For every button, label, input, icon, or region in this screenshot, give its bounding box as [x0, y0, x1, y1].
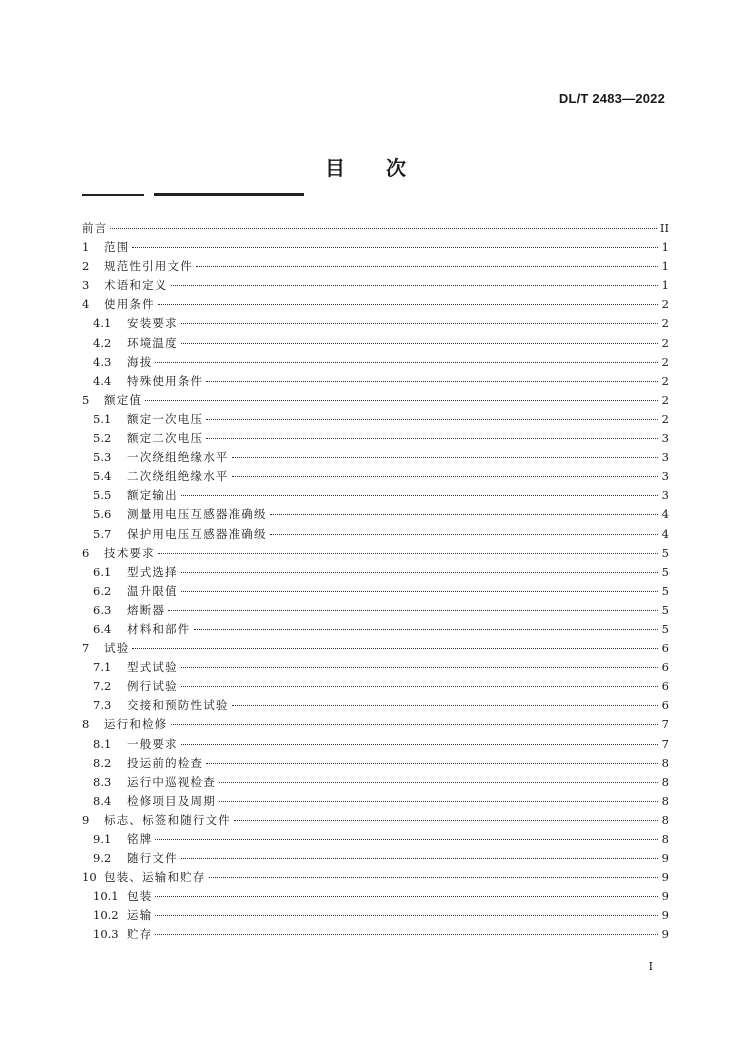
toc-page-number: 8 — [661, 812, 669, 827]
toc-dot-leader — [219, 801, 658, 802]
toc-entry-title: 额定一次电压 — [127, 411, 204, 426]
toc-page-number: 3 — [661, 469, 669, 484]
toc-entry-number: 6.2 — [93, 583, 112, 598]
toc-dot-leader — [234, 820, 658, 821]
toc-dot-leader — [181, 323, 658, 324]
standard-code: DL/T 2483—2022 — [558, 91, 665, 106]
toc-dot-leader — [158, 304, 658, 305]
toc-entry[interactable] — [82, 506, 669, 525]
toc-page-number: 2 — [661, 354, 669, 369]
toc-entry-number: 6.4 — [93, 621, 112, 636]
title-divider-short — [82, 194, 144, 196]
toc-page-number: 2 — [661, 373, 669, 388]
toc-entry-title: 运行中巡视检查 — [127, 774, 216, 789]
toc-dot-leader — [219, 782, 658, 783]
toc-entry[interactable] — [82, 831, 669, 850]
toc-dot-leader — [270, 514, 658, 515]
toc-entry-title: 术语和定义 — [104, 278, 168, 293]
toc-entry[interactable] — [82, 869, 669, 888]
toc-entry-title: 前言 — [82, 221, 108, 235]
toc-page-number: 2 — [661, 392, 669, 407]
toc-dot-leader — [206, 763, 658, 764]
toc-entry-number: 4.4 — [93, 373, 112, 388]
toc-entry[interactable] — [82, 296, 669, 315]
toc-page-number: 6 — [661, 660, 669, 675]
toc-entry[interactable] — [82, 335, 669, 354]
toc-entry-number: 8.3 — [93, 774, 112, 789]
toc-entry-title: 海拔 — [127, 354, 153, 369]
toc-entry[interactable] — [82, 449, 669, 468]
toc-entry[interactable] — [82, 697, 669, 716]
toc-entry-title: 型式选择 — [127, 564, 178, 579]
toc-entry-number: 1 — [82, 240, 90, 255]
toc-page-number: 5 — [661, 583, 669, 598]
toc-dot-leader — [196, 266, 658, 267]
toc-page-number: 2 — [661, 411, 669, 426]
toc-entry-title: 标志、标签和随行文件 — [104, 812, 231, 827]
toc-page-number: 3 — [661, 488, 669, 503]
toc-page-number: 5 — [661, 545, 669, 560]
toc-entry-title: 测量用电压互感器准确级 — [127, 507, 267, 522]
toc-entry-title: 一次绕组绝缘水平 — [127, 450, 229, 465]
toc-dot-leader — [181, 572, 658, 573]
toc-entry-title: 温升限值 — [127, 583, 178, 598]
toc-entry-title: 技术要求 — [104, 545, 155, 560]
toc-entry[interactable] — [82, 621, 669, 640]
toc-entry[interactable] — [82, 277, 669, 296]
toc-dot-leader — [194, 629, 659, 630]
toc-entry-title: 安装要求 — [127, 316, 178, 331]
toc-entry-title: 投运前的检查 — [127, 755, 204, 770]
table-of-contents — [82, 220, 669, 946]
toc-entry[interactable] — [82, 774, 669, 793]
toc-entry[interactable] — [82, 926, 669, 945]
toc-entry[interactable] — [82, 659, 669, 678]
toc-entry-title: 额定输出 — [127, 488, 178, 503]
toc-dot-leader — [181, 858, 658, 859]
toc-entry-title: 检修项目及周期 — [127, 793, 216, 808]
toc-entry-number: 5.2 — [93, 431, 112, 446]
toc-page-number: 2 — [661, 335, 669, 350]
toc-entry-number: 7.3 — [93, 698, 112, 713]
toc-entry-number: 7.2 — [93, 679, 112, 694]
toc-dot-leader — [181, 591, 658, 592]
toc-entry-title: 材料和部件 — [127, 621, 191, 636]
toc-dot-leader — [209, 877, 658, 878]
toc-entry[interactable] — [82, 888, 669, 907]
toc-page-number: 4 — [661, 507, 669, 522]
toc-page-number: 2 — [661, 297, 669, 312]
toc-entry-number: 10 — [82, 870, 97, 885]
toc-entry[interactable] — [82, 678, 669, 697]
toc-entry[interactable] — [82, 392, 669, 411]
toc-entry[interactable] — [82, 907, 669, 926]
toc-dot-leader — [155, 934, 658, 935]
toc-entry-number: 6.1 — [93, 564, 112, 579]
page-title: 目 次 — [325, 156, 408, 180]
toc-entry-number: 8.1 — [93, 736, 112, 751]
toc-dot-leader — [171, 285, 659, 286]
toc-dot-leader — [181, 667, 658, 668]
toc-entry[interactable] — [82, 430, 669, 449]
toc-entry-number: 9.2 — [93, 851, 112, 866]
toc-entry-number: 4.1 — [93, 316, 112, 331]
toc-dot-leader — [232, 705, 658, 706]
toc-entry-title: 使用条件 — [104, 297, 155, 312]
toc-dot-leader — [110, 228, 657, 229]
toc-entry-title: 一般要求 — [127, 736, 178, 751]
toc-entry-number: 3 — [82, 278, 90, 293]
toc-entry-title: 例行试验 — [127, 679, 178, 694]
toc-dot-leader — [270, 534, 658, 535]
toc-entry-title: 保护用电压互感器准确级 — [127, 526, 267, 541]
toc-entry-number: 5.5 — [93, 488, 112, 503]
toc-entry-title: 包装、运输和贮存 — [104, 870, 206, 885]
toc-entry-number: 10.1 — [93, 889, 119, 904]
toc-page-number: 6 — [661, 679, 669, 694]
toc-page-number: 2 — [661, 316, 669, 331]
toc-dot-leader — [181, 686, 658, 687]
toc-page-number: 9 — [661, 870, 669, 885]
toc-page-number: 8 — [661, 793, 669, 808]
toc-entry[interactable] — [82, 564, 669, 583]
toc-dot-leader — [206, 419, 658, 420]
toc-page-number: 9 — [661, 908, 669, 923]
toc-entry-title: 包装 — [127, 889, 153, 904]
toc-entry-title: 二次绕组绝缘水平 — [127, 469, 229, 484]
toc-dot-leader — [155, 896, 658, 897]
toc-entry-title: 熔断器 — [127, 602, 166, 617]
toc-entry[interactable] — [82, 716, 669, 735]
toc-dot-leader — [155, 362, 658, 363]
toc-page-number: 5 — [661, 621, 669, 636]
toc-entry-number: 8.4 — [93, 793, 112, 808]
toc-entry[interactable] — [82, 373, 669, 392]
toc-entry-title: 运输 — [127, 908, 153, 923]
toc-entry-title: 特殊使用条件 — [127, 373, 204, 388]
toc-entry-number: 4.2 — [93, 335, 112, 350]
toc-entry-number: 10.2 — [93, 908, 119, 923]
toc-dot-leader — [132, 648, 658, 649]
toc-entry[interactable] — [82, 239, 669, 258]
toc-entry-title: 运行和检修 — [104, 717, 168, 732]
toc-page-number: 7 — [661, 717, 669, 732]
toc-entry-number: 5 — [82, 392, 90, 407]
toc-entry-number: 10.3 — [93, 927, 119, 942]
toc-entry[interactable] — [82, 602, 669, 621]
toc-page-number: 1 — [661, 259, 669, 274]
toc-page-number: 6 — [661, 641, 669, 656]
toc-dot-leader — [232, 476, 658, 477]
toc-page-number: 3 — [661, 431, 669, 446]
toc-entry[interactable] — [82, 354, 669, 373]
toc-dot-leader — [145, 400, 658, 401]
toc-dot-leader — [168, 610, 658, 611]
toc-entry[interactable] — [82, 736, 669, 755]
toc-entry[interactable] — [82, 793, 669, 812]
toc-entry-number: 8 — [82, 717, 90, 732]
toc-entry-title: 交接和预防性试验 — [127, 698, 229, 713]
toc-entry-number: 4.3 — [93, 354, 112, 369]
toc-entry-number: 7 — [82, 641, 90, 656]
toc-page-number: 7 — [661, 736, 669, 751]
toc-entry[interactable] — [82, 487, 669, 506]
toc-page-number: 4 — [661, 526, 669, 541]
toc-entry-number: 5.7 — [93, 526, 112, 541]
toc-page-number: 8 — [661, 832, 669, 846]
toc-entry-title: 铭牌 — [127, 832, 153, 846]
toc-entry-number: 6.3 — [93, 602, 112, 617]
toc-dot-leader — [132, 247, 658, 248]
toc-entry-title: 额定二次电压 — [127, 431, 204, 446]
toc-dot-leader — [155, 915, 658, 916]
toc-entry-title: 贮存 — [127, 927, 153, 942]
toc-dot-leader — [206, 381, 658, 382]
toc-dot-leader — [181, 495, 658, 496]
toc-entry-number: 4 — [82, 297, 90, 312]
toc-entry[interactable] — [82, 755, 669, 774]
toc-entry-title: 范围 — [104, 240, 130, 255]
toc-entry-number: 5.3 — [93, 450, 112, 465]
toc-entry[interactable] — [82, 220, 669, 239]
toc-entry-title: 随行文件 — [127, 851, 178, 866]
toc-page-number: 1 — [661, 240, 669, 255]
toc-dot-leader — [171, 724, 659, 725]
toc-page-number: 5 — [661, 564, 669, 579]
toc-entry-title: 规范性引用文件 — [104, 259, 193, 274]
toc-entry-number: 2 — [82, 259, 90, 274]
toc-dot-leader — [158, 553, 658, 554]
toc-entry-number: 5.1 — [93, 411, 112, 426]
toc-entry[interactable] — [82, 850, 669, 869]
page-number: I — [648, 960, 653, 973]
toc-entry[interactable] — [82, 258, 669, 277]
toc-entry[interactable] — [82, 526, 669, 545]
toc-entry-title: 型式试验 — [127, 660, 178, 675]
toc-entry[interactable] — [82, 468, 669, 487]
toc-page-number: 8 — [661, 774, 669, 789]
toc-dot-leader — [232, 457, 658, 458]
toc-page-number: 9 — [661, 851, 669, 866]
toc-page-number: 5 — [661, 602, 669, 617]
toc-entry-number: 9.1 — [93, 832, 112, 846]
toc-entry[interactable] — [82, 545, 669, 564]
toc-entry[interactable] — [82, 640, 669, 659]
toc-page-number: 1 — [661, 278, 669, 293]
toc-entry[interactable] — [82, 812, 669, 831]
title-divider-long — [154, 193, 304, 196]
toc-entry[interactable] — [82, 315, 669, 334]
toc-entry-number: 7.1 — [93, 660, 112, 675]
toc-dot-leader — [155, 839, 658, 840]
toc-entry-title: 试验 — [104, 641, 130, 656]
toc-entry-title: 环境温度 — [127, 335, 178, 350]
toc-page-number: 3 — [661, 450, 669, 465]
title-divider — [82, 193, 312, 196]
toc-page-number: 8 — [661, 755, 669, 770]
toc-dot-leader — [181, 744, 658, 745]
toc-entry-number: 9 — [82, 812, 90, 827]
toc-page-number: 9 — [661, 889, 669, 904]
toc-dot-leader — [181, 343, 658, 344]
toc-entry-number: 5.4 — [93, 469, 112, 484]
toc-entry-number: 6 — [82, 545, 90, 560]
toc-page-number: 9 — [661, 927, 669, 942]
toc-entry[interactable] — [82, 411, 669, 430]
toc-entry[interactable] — [82, 583, 669, 602]
toc-dot-leader — [206, 438, 658, 439]
toc-entry-number: 5.6 — [93, 507, 112, 522]
toc-entry-number: 8.2 — [93, 755, 112, 770]
toc-page-number: 6 — [661, 698, 669, 713]
toc-page-number: II — [659, 221, 669, 235]
toc-entry-title: 额定值 — [104, 392, 143, 407]
